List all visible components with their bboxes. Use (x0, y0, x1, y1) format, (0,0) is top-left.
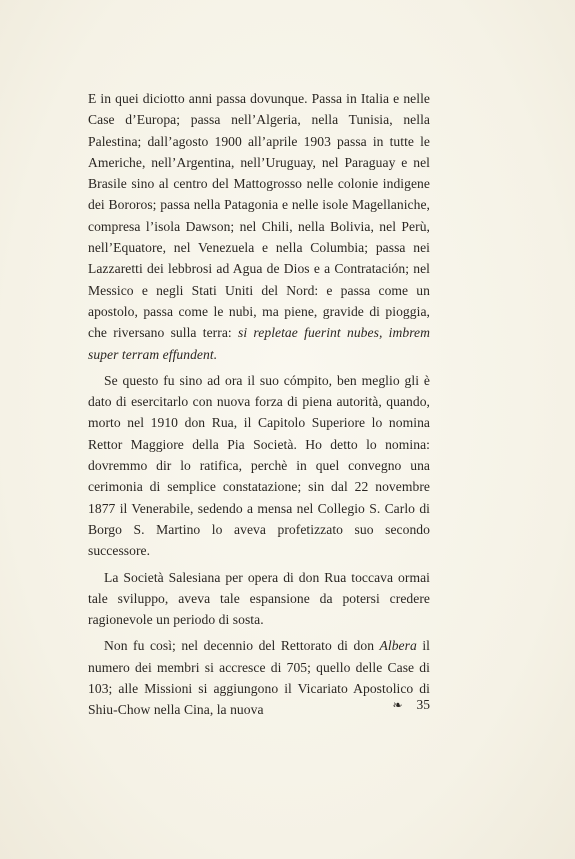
paragraph-2 (88, 370, 430, 562)
paragraph-3-text: La Società Salesiana per opera di don Rua toccava ormai tale sviluppo, aveva tale espansione da potersi credere ragionevole un periodo di sosta. (88, 569, 430, 628)
fleuron-icon: ❧ (392, 698, 403, 712)
paragraph-4-name-italic: Albera (379, 638, 417, 654)
paragraph-1-latin-quote: si repletae fuerint nubes, imbrem super terram effundent. (88, 325, 430, 362)
page-number: 35 (416, 697, 430, 712)
paragraph-3 (88, 567, 430, 631)
paragraph-1 (88, 88, 430, 365)
body-text (88, 88, 430, 721)
paragraph-1-text: E in quei diciotto anni passa dovunque. Passa in Italia e nelle Case d’Europa; passa nell’Algeria, nella Tunisia, nella Palestina; dall’agosto 1900 all’aprile 1903 passa in tutte le Americhe, nell’Argentina, nell’Uruguay, nel Paraguay e nel Brasile sino al centro del Mattogrosso nelle colonie indigene dei Bororos; passa nella Patagonia e nelle isole Magellaniche, compresa l’isola Dawson; nel Chili, nella Bolivia, nel Perù, nell’Equatore, nel Venezuela e nella Columbia; passa nei Lazzaretti dei lebbrosi ad Agua de Dios e a Contratación; nel Messico e negli Stati Uniti del Nord: e passa come un apostolo, passa come le nubi, ma piene, gravide di pioggia, che riversano sulla terra: (88, 91, 430, 341)
page-footer (370, 697, 430, 713)
paragraph-2-text: Se questo fu sino ad ora il suo cómpito, ben meglio gli è dato di esercitarlo con nuova forza di piena autorità, quando, morto nel 1910 don Rua, il Capitolo Superiore lo nomina Rettor Maggiore della Pia Società. Ho detto lo nomina: dovremmo dir lo ratifica, perchè in quel convegno una cerimonia di semplice constatazione; sin dal 22 novembre 1877 il Venerabile, sedendo a mensa nel Collegio S. Carlo di Borgo S. Martino lo aveva profetizzato suo secondo successore. (88, 372, 430, 559)
paragraph-4-text-a: Non fu così; nel decennio del Rettorato di don (104, 638, 380, 654)
paragraph-4-text-b: il numero dei membri si accresce di 705; quello delle Case di 103; alle Missioni si aggiungono il Vicariato Apostolico di Shiu-Chow nella Cina, la nuova (88, 638, 430, 718)
